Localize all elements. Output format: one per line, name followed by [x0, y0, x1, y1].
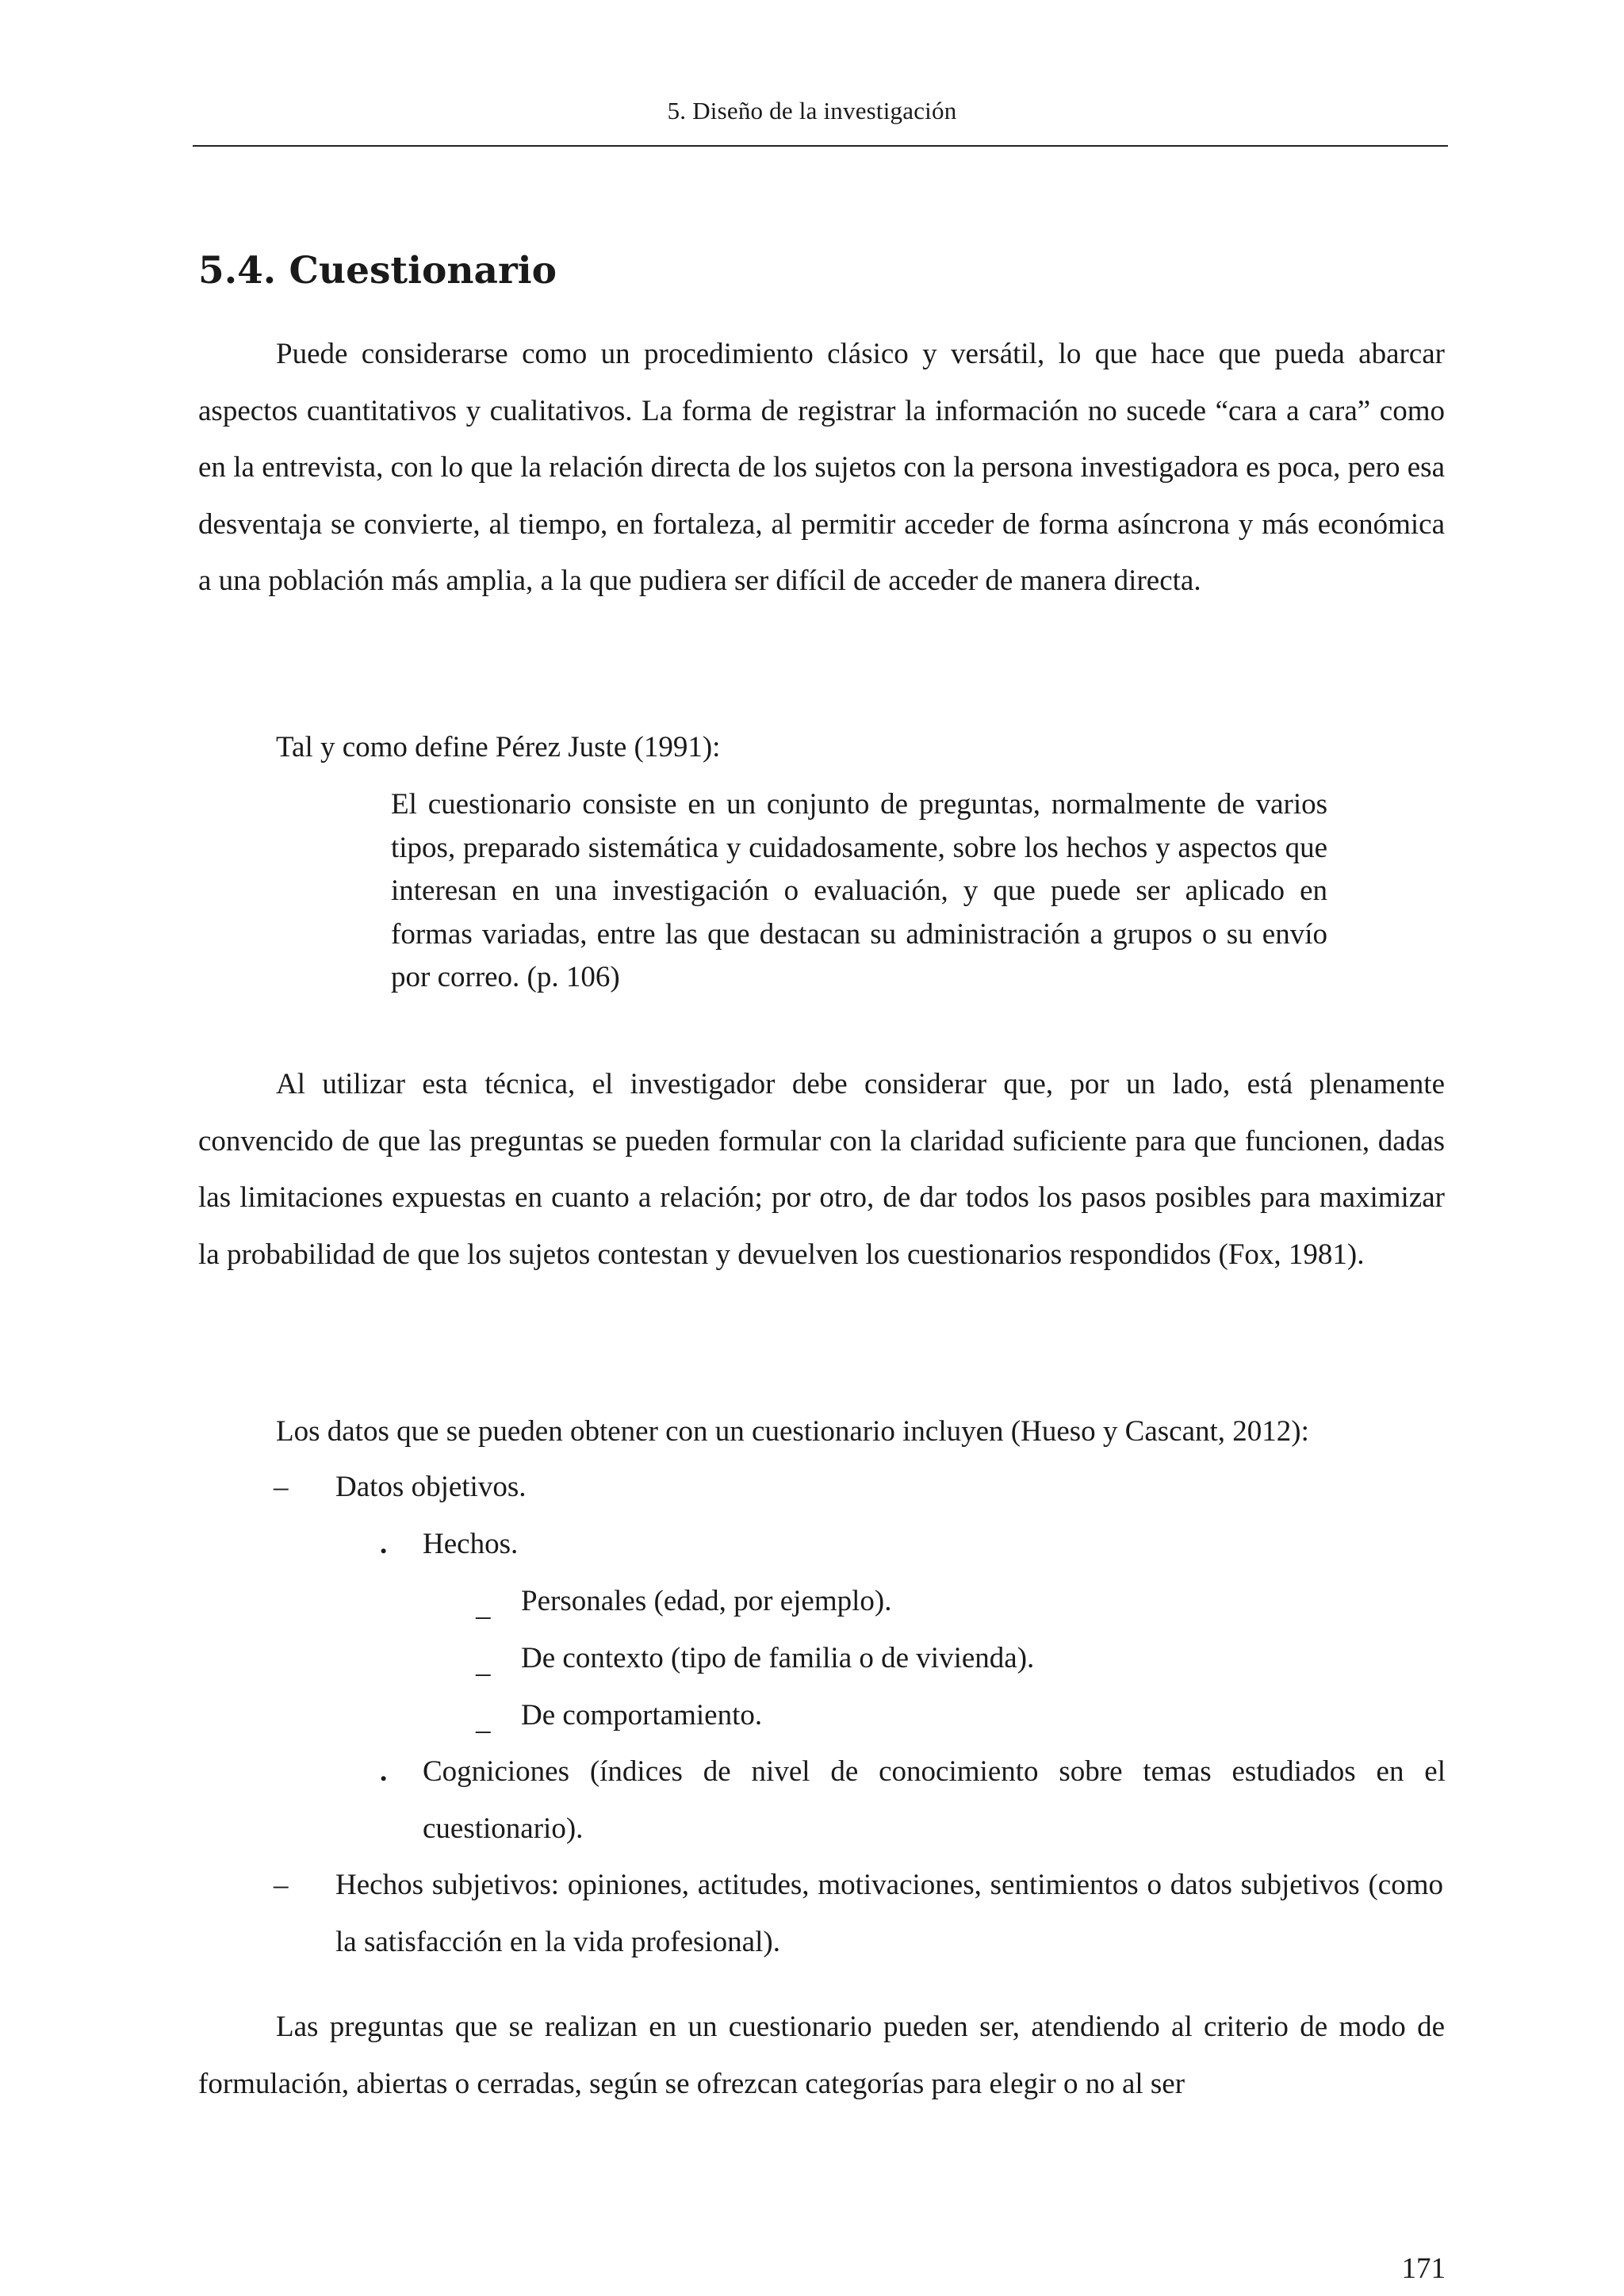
- paragraph-intro: Puede considerarse como un procedimiento clásico y versátil, lo que hace que pueda abarcar aspectos cuantitativos y cualitativos. La forma de registrar la información no sucede “cara a cara” como en la entrevista, con lo que la relación directa de los sujetos con la persona investigadora es poca, pero esa desventaja se convierte, al tiempo, en fortaleza, al permitir acceder de forma asíncrona y más económica a una población más amplia, a la que pudiera ser difícil de acceder de manera directa.: [198, 338, 1445, 597]
- list-item-cognitions: Cogniciones (índices de nivel de conocimiento sobre temas estudiados en el cuestionario).: [423, 1755, 1446, 1845]
- section-title: 5.4. Cuestionario: [198, 249, 557, 293]
- page-number: 171: [1401, 2252, 1446, 2285]
- running-header: 5. Diseño de la investigación: [667, 97, 957, 124]
- list-item-context: De contexto (tipo de familia o de vivienda).: [521, 1642, 1035, 1674]
- list-dash-marker: –: [274, 1471, 289, 1503]
- list-intro: Los datos que se pueden obtener con un cuestionario incluyen (Hueso y Cascant, 2012):: [276, 1415, 1309, 1448]
- list-dash-marker: –: [274, 1869, 289, 1901]
- paragraph-questions: Las preguntas que se realizan en un cuestionario pueden ser, atendiendo al criterio de modo de formulación, abiertas o cerradas, según se ofrezcan categorías para elegir o no al ser: [198, 2011, 1445, 2100]
- list-dot-marker: .: [380, 1528, 388, 1560]
- list-item-facts: Hechos.: [423, 1528, 519, 1560]
- list-item-personal: Personales (edad, por ejemplo).: [521, 1585, 892, 1617]
- list-item-behaviour: De comportamiento.: [521, 1699, 763, 1732]
- block-quote: El cuestionario consiste en un conjunto de preguntas, normalmente de varios tipos, preparado sistemática y cuidadosamente, sobre los hechos y aspectos que interesan en una investigación o evaluación, y que puede ser aplicado en formas variadas, entre las que destacan su administración a grupos o su envío por correo. (p. 106): [391, 788, 1327, 993]
- list-underscore-marker: _: [476, 1590, 491, 1622]
- list-underscore-marker: _: [476, 1704, 491, 1736]
- header-rule: [193, 145, 1448, 147]
- quote-intro: Tal y como define Pérez Juste (1991):: [276, 731, 721, 763]
- list-item-subjective-facts: Hechos subjetivos: opiniones, actitudes, motivaciones, sentimientos o datos subjetivos (como la satisfacción en la vida profesional).: [335, 1869, 1443, 1958]
- list-underscore-marker: _: [476, 1647, 491, 1679]
- paragraph-technique: Al utilizar esta técnica, el investigador debe considerar que, por un lado, está plenamente convencido de que las preguntas se pueden formular con la claridad suficiente para que funcionen, dadas las limitaciones expuestas en cuanto a relación; por otro, de dar todos los pasos posibles para maximizar la probabilidad de que los sujetos contestan y devuelven los cuestionarios respondidos (Fox, 1981).: [198, 1068, 1445, 1271]
- list-item-objective-data: Datos objetivos.: [335, 1471, 527, 1503]
- list-dot-marker: .: [380, 1755, 388, 1788]
